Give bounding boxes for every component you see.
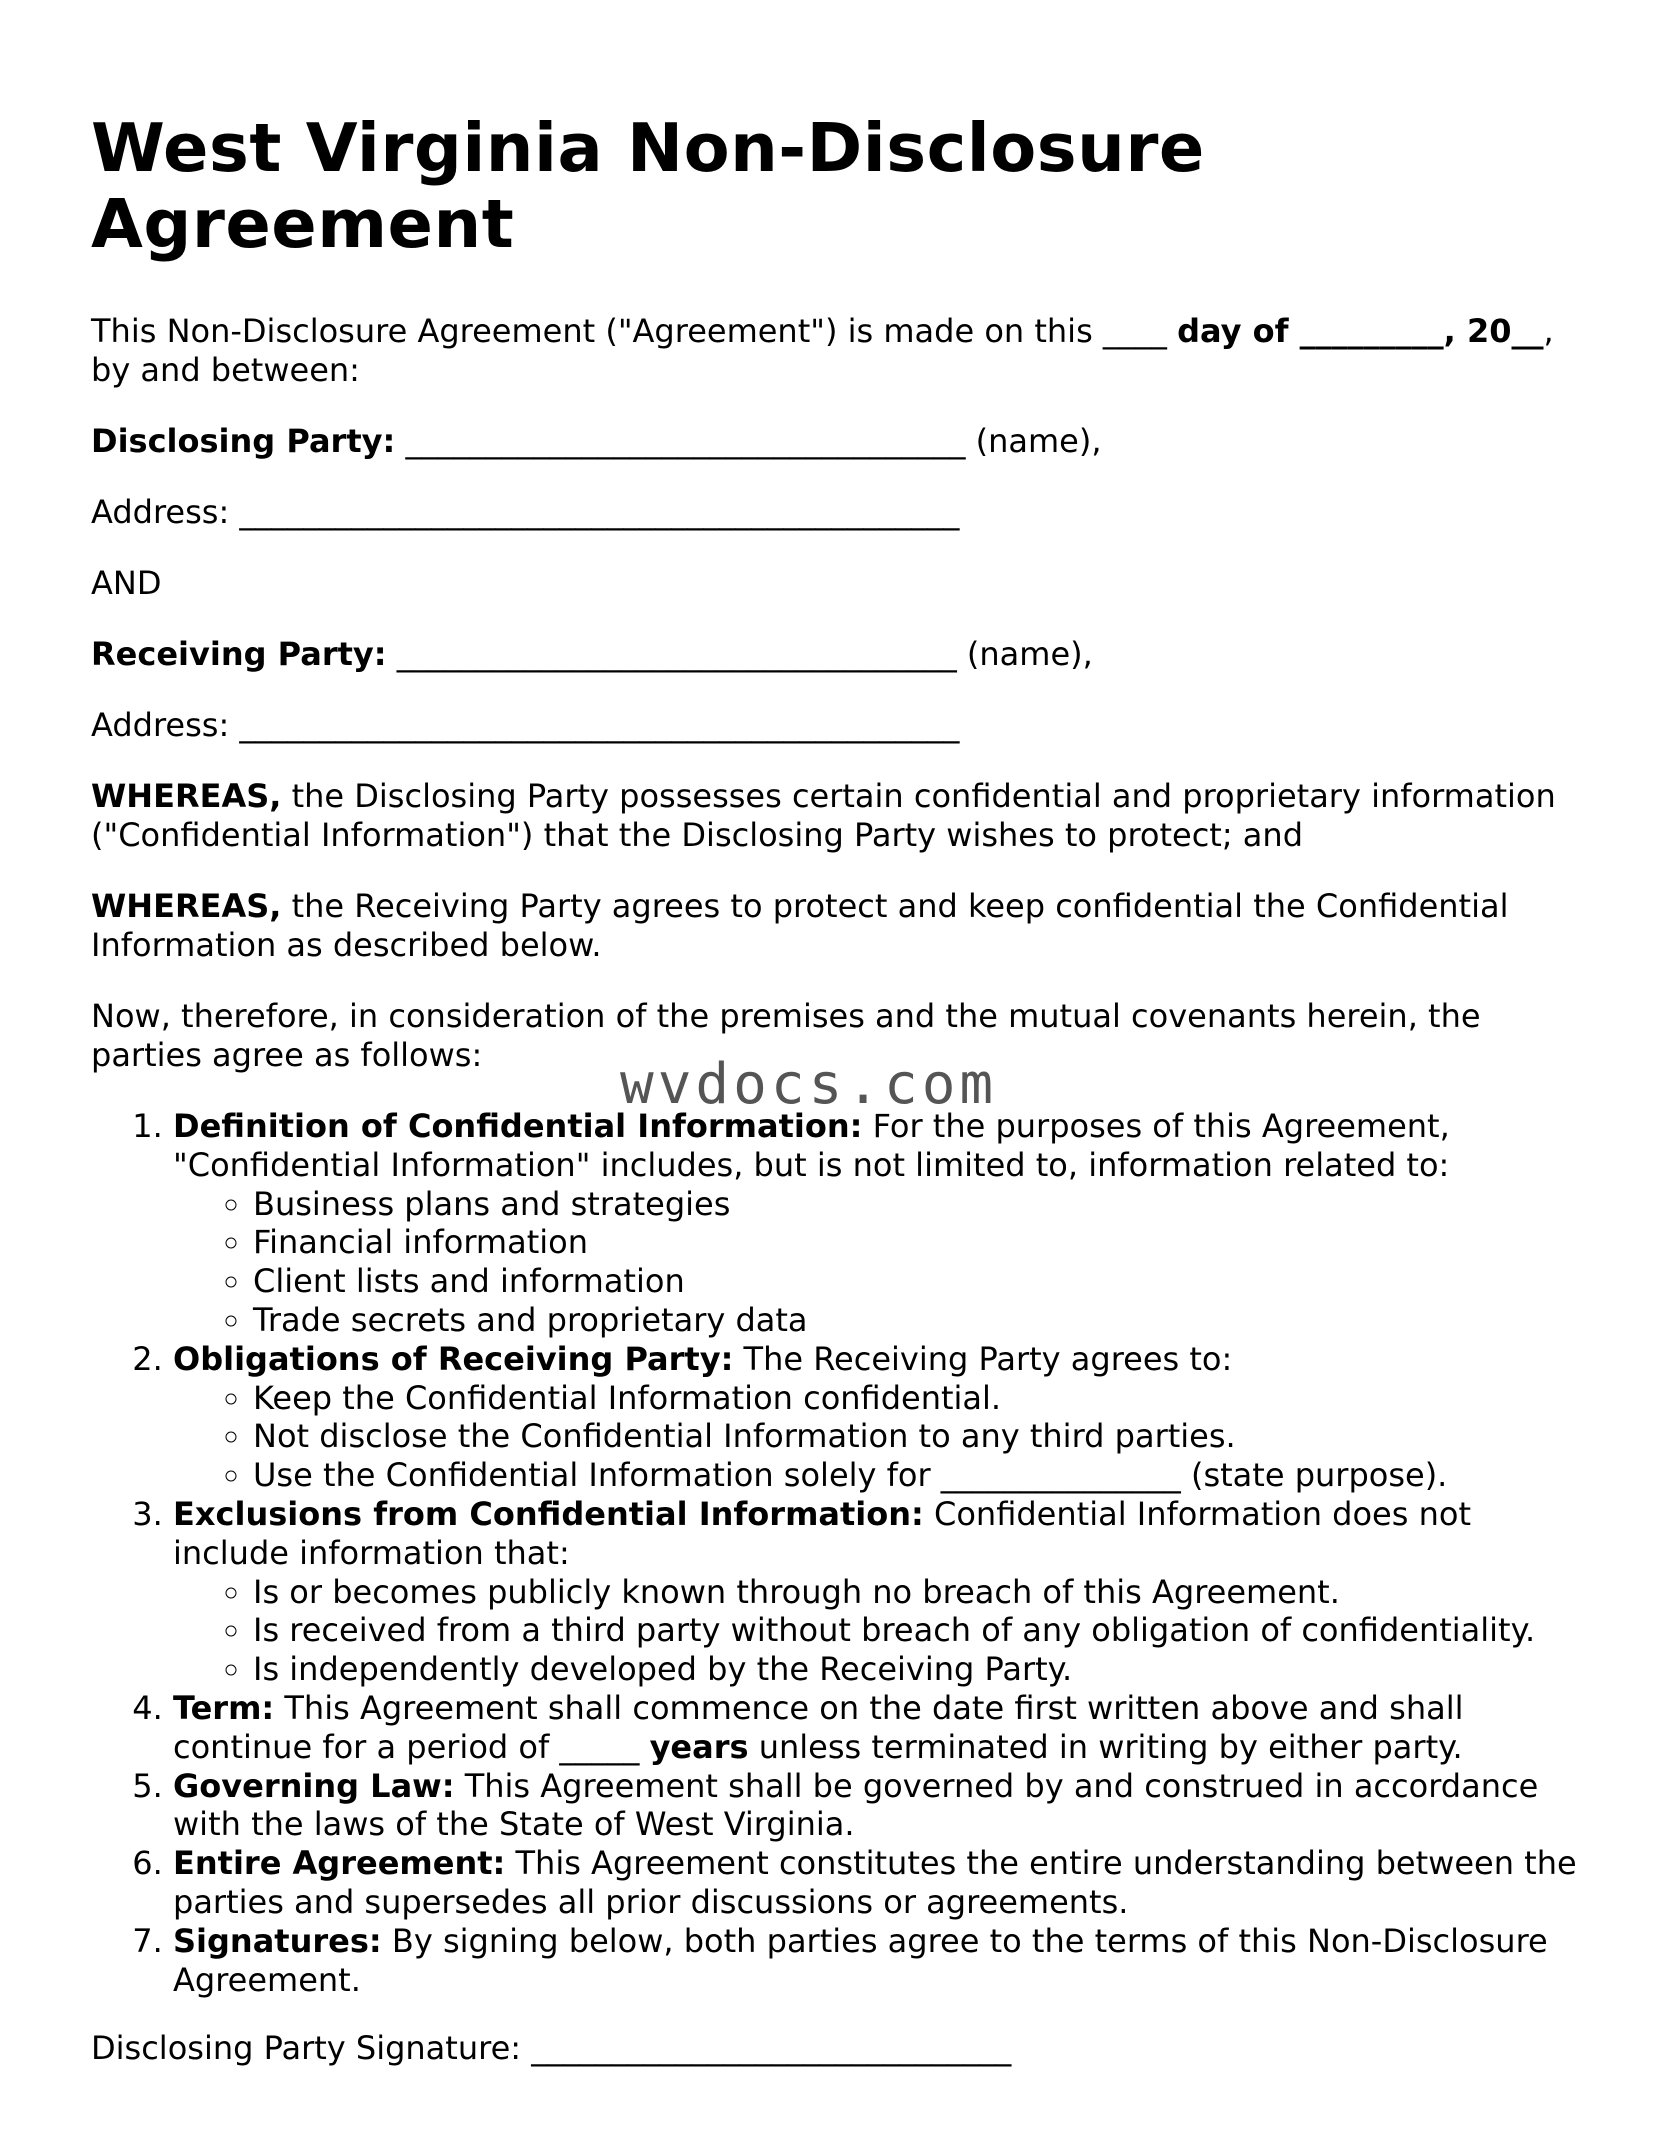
signature-line: Disclosing Party Signature: ______________________________ bbox=[91, 2029, 1012, 2068]
section-text-end: unless terminated in writing by either party. bbox=[748, 1727, 1463, 1766]
section-text: By signing below, both parties agree to the terms of this Non-Disclosure Agreement. bbox=[173, 1921, 1548, 1999]
list-item: ◦ Is or becomes publicly known through no breach of this Agreement. bbox=[253, 1573, 1591, 1612]
list-item: ◦ Is received from a third party without breach of any obligation of confidentiality. bbox=[253, 1611, 1591, 1650]
section-title: Obligations of Receiving Party: bbox=[173, 1339, 734, 1378]
section-text: This Agreement shall commence on the date first written above and shall continue for a period of _____ bbox=[173, 1688, 1464, 1766]
sub-list bbox=[173, 1573, 1591, 1689]
list-item bbox=[173, 1340, 1591, 1495]
whereas-paragraph-1 bbox=[91, 777, 1591, 855]
section-title: Governing Law: bbox=[173, 1766, 455, 1805]
list-item: ◦ Business plans and strategies bbox=[253, 1185, 1591, 1224]
whereas-text: the Receiving Party agrees to protect and keep confidential the Confidential Information as described below. bbox=[91, 887, 1509, 964]
now-therefore-paragraph: Now, therefore, in consideration of the premises and the mutual covenants herein, the parties agree as follows: bbox=[91, 997, 1481, 1074]
section-title: Term: bbox=[173, 1688, 275, 1727]
and-label: AND bbox=[91, 564, 162, 602]
whereas-text: the Disclosing Party possesses certain confidential and proprietary information ("Confidential Information") that the Disclosing Party wishes to protect; and bbox=[91, 777, 1556, 854]
section-text: This Agreement shall be governed by and construed in accordance with the laws of the State of West Virginia. bbox=[173, 1766, 1539, 1844]
list-item bbox=[173, 1922, 1591, 2000]
section-title: Entire Agreement: bbox=[173, 1844, 506, 1883]
receiving-party-line bbox=[91, 635, 1591, 674]
watermark: wvdocs.com bbox=[620, 1052, 998, 1117]
list-item: ◦ Use the Confidential Information solely for _______________ (state purpose). bbox=[253, 1456, 1591, 1495]
page-title: West Virginia Non-Disclosure Agreement bbox=[91, 109, 1205, 263]
sections-list bbox=[91, 1107, 1591, 1999]
list-item bbox=[173, 1844, 1591, 1922]
intro-paragraph bbox=[91, 312, 1591, 390]
list-item bbox=[173, 1689, 1591, 1767]
list-item: ◦ Financial information bbox=[253, 1223, 1591, 1262]
section-text: Confidential Information does not include information that: bbox=[173, 1494, 1471, 1572]
list-item: ◦ Client lists and information bbox=[253, 1262, 1591, 1301]
list-item bbox=[173, 1495, 1591, 1689]
receiving-party-label: Receiving Party: bbox=[91, 635, 387, 673]
list-item bbox=[173, 1107, 1591, 1340]
disclosing-party-line bbox=[91, 422, 1591, 461]
section-text: This Agreement constitutes the entire understanding between the parties and supersedes all prior discussions or agreements. bbox=[173, 1844, 1577, 1921]
whereas-label: WHEREAS, bbox=[91, 777, 282, 815]
list-item bbox=[173, 1767, 1591, 1845]
sub-list bbox=[173, 1379, 1591, 1495]
list-item: ◦ Keep the Confidential Information confidential. bbox=[253, 1379, 1591, 1418]
list-item: ◦ Not disclose the Confidential Information to any third parties. bbox=[253, 1417, 1591, 1456]
section-title: Signatures: bbox=[173, 1921, 382, 1960]
section-bold: years bbox=[649, 1727, 749, 1766]
section-title: Definition of Confidential Information: bbox=[173, 1107, 863, 1145]
sub-list bbox=[173, 1185, 1591, 1340]
list-item: ◦ Is independently developed by the Receiving Party. bbox=[253, 1650, 1591, 1689]
section-title: Exclusions from Confidential Information: bbox=[173, 1494, 924, 1533]
disclosing-party-label: Disclosing Party: bbox=[91, 422, 396, 460]
list-item: ◦ Trade secrets and proprietary data bbox=[253, 1301, 1591, 1340]
intro-text-end: , by and between: bbox=[91, 312, 1554, 389]
section-text: The Receiving Party agrees to: bbox=[733, 1339, 1233, 1378]
intro-date: day of _________, 20__ bbox=[1177, 312, 1544, 350]
whereas-paragraph-2 bbox=[91, 887, 1591, 965]
intro-text: This Non-Disclosure Agreement ("Agreement") is made on this ____ bbox=[91, 312, 1178, 350]
disclosing-address-line: Address: _____________________________________________ bbox=[91, 493, 960, 531]
receiving-party-name-field: ___________________________________ (name), bbox=[386, 635, 1093, 673]
disclosing-party-name-field: ___________________________________ (name), bbox=[395, 422, 1102, 460]
section-text: For the purposes of this Agreement, "Confidential Information" includes, but is not limited to, information related to: bbox=[173, 1107, 1450, 1184]
receiving-address-line: Address: _____________________________________________ bbox=[91, 706, 960, 744]
whereas-label: WHEREAS, bbox=[91, 887, 282, 925]
